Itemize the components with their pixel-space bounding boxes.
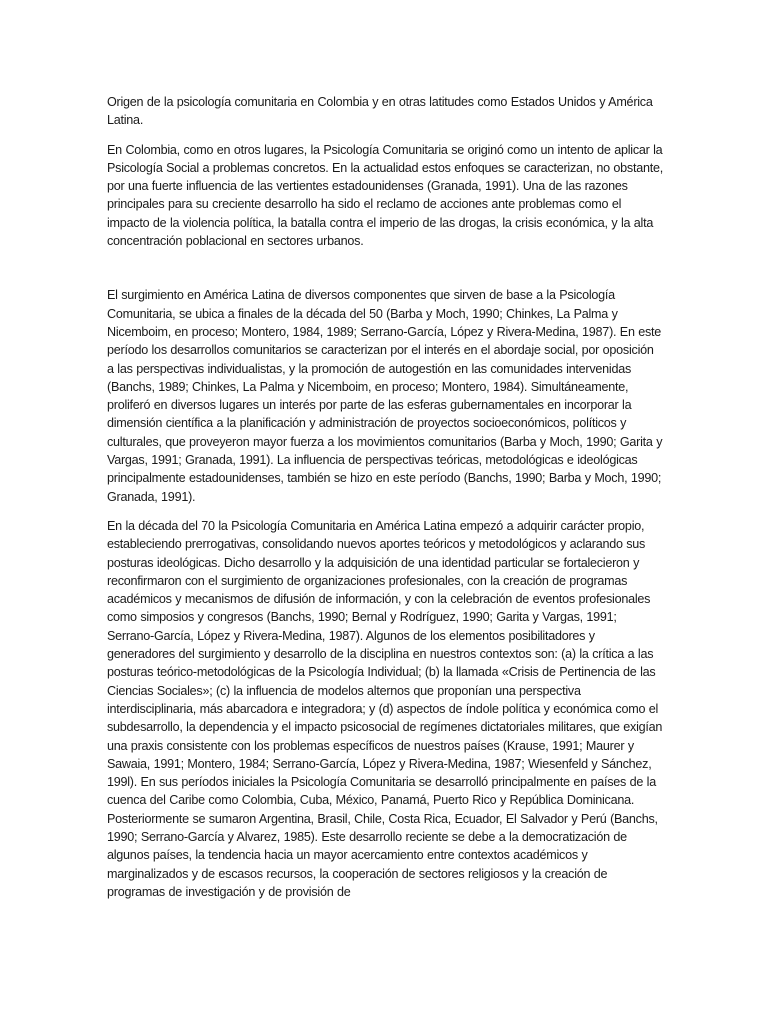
paragraph: En Colombia, como en otros lugares, la Psicología Comunitaria se originó como un intento de aplicar la Psicología Social a problemas concretos. En la actualidad estos enfoques se caracterizan, no obstante, por una fuerte influencia de las vertientes estadounidenses (Granada, 1991). Una de las razones principales para su creciente desarrollo ha sido el reclamo de acciones ante problemas como el impacto de la violencia política, la batalla contra el imperio de las drogas, la crisis económica, y la alta concentración poblacional en sectores urbanos. [107,142,663,249]
paragraph-spacer [107,261,663,286]
document-body [107,93,663,912]
paragraph: En la década del 70 la Psicología Comunitaria en América Latina empezó a adquirir carácter propio, estableciendo prerrogativas, consolidando nuevos aportes teóricos y metodológicos y aclarando sus posturas ideológicas. Dicho desarrollo y la adquisición de una identidad particular se fortalecieron y reconfirmaron con el surgimiento de organizaciones profesionales, con la creación de programas académicos y mecanismos de difusión de información, y con la celebración de eventos profesionales como simposios y congresos (Banchs, 1990; Bernal y Rodríguez, 1990; Garita y Vargas, 1991; Serrano-García, López y Rivera-Medina, 1987). Algunos de los elementos posibilitadores y generadores del surgimiento y desarrollo de la disciplina en nuestros contextos son: (a) la crítica a las posturas teórico-metodológicas de la Psicología Individual; (b) la llamada «Crisis de Pertinencia de las Ciencias Sociales»; (c) la influencia de modelos alternos que proponían una perspectiva interdisciplinaria, más abarcadora e integradora; y (d) aspectos de índole política y económica como el subdesarrollo, la dependencia y el impacto psicosocial de regímenes dictatoriales militares, que exigían una praxis consistente con los problemas específicos de nuestros países (Krause, 1991; Maurer y Sawaia, 1991; Montero, 1984; Serrano-García, López y Rivera-Medina, 1987; Wiesenfeld y Sánchez, 199l). En sus períodos iniciales la Psicología Comunitaria se desarrolló principalmente en países de la cuenca del Caribe como Colombia, Cuba, México, Panamá, Puerto Rico y República Dominicana. Posteriormente se sumaron Argentina, Brasil, Chile, Costa Rica, Ecuador, El Salvador y Perú (Banchs, 1990; Serrano-García y Alvarez, 1985). Este desarrollo reciente se debe a la democratización de algunos países, la tendencia hacia un mayor acercamiento entre contextos académicos y marginalizados y de escasos recursos, la cooperación de sectores religiosos y la creación de programas de investigación y de provisión de [107,518,663,899]
paragraph: El surgimiento en América Latina de diversos componentes que sirven de base a la Psicología Comunitaria, se ubica a finales de la década del 50 (Barba y Moch, 1990; Chinkes, La Palma y Nicemboim, en proceso; Montero, 1984, 1989; Serrano-García, López y Rivera-Medina, 1987). En este período los desarrollos comunitarios se caracterizan por el interés en el abordaje social, por oposición a las perspectivas individualistas, y la promoción de autogestión en las comunidades intervenidas (Banchs, 1989; Chinkes, La Palma y Nicemboim, en proceso; Montero, 1984). Simultáneamente, proliferó en diversos lugares un interés por parte de las esferas gubernamentales en incorporar la dimensión científica a la planificación y administración de proyectos socioeconómicos, políticos y culturales, que proveyeron mayor fuerza a los movimientos comunitarios (Barba y Moch, 1990; Garita y Vargas, 1991; Granada, 1991). La influencia de perspectivas teóricas, metodológicas e ideológicas principalmente estadounidenses, también se hizo en este período (Banchs, 1990; Barba y Moch, 1990; Granada, 1991). [107,288,663,504]
document-title: Origen de la psicología comunitaria en Colombia y en otras latitudes como Estados Unidos y América Latina. [107,95,653,128]
